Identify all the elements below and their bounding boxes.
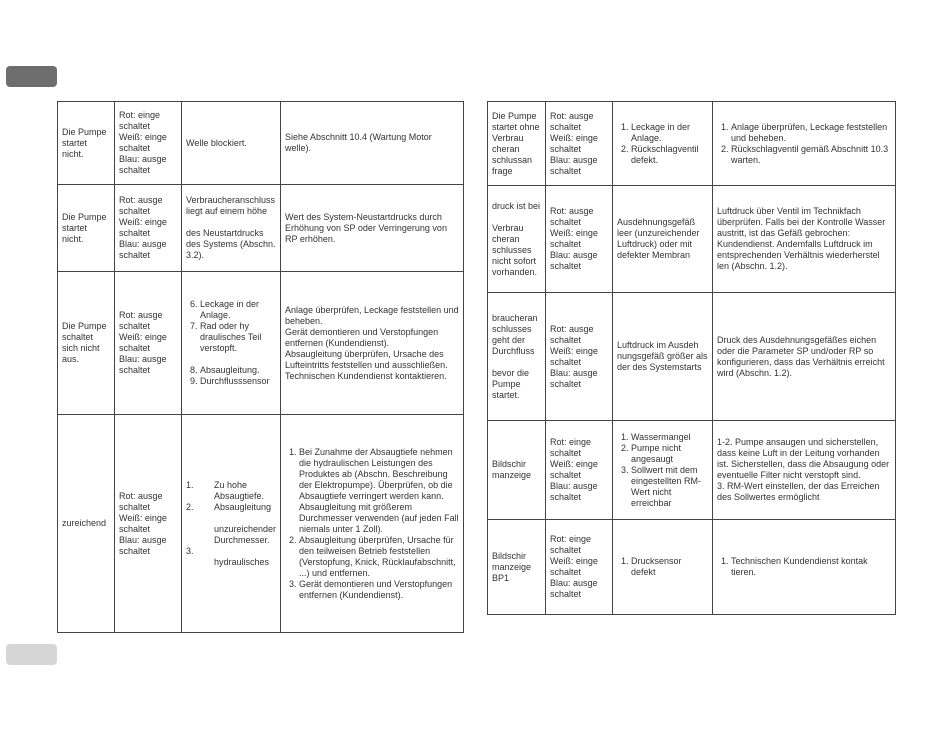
remedy-cell <box>713 421 896 520</box>
remedy-text: Technischen Kundendienst kontaktieren. <box>285 370 447 381</box>
led-line: schaltet <box>119 501 151 512</box>
problem-cell <box>58 102 115 185</box>
led-line: Rot: ausge <box>550 110 594 121</box>
problem-text: cheran <box>492 143 520 154</box>
cause-item: 7. Rad oder hy draulisches Teil verstopft. <box>200 321 276 354</box>
led-line: schaltet <box>119 523 151 534</box>
led-line: schaltet <box>119 228 151 238</box>
cause-cell <box>182 272 281 415</box>
remedy-item: 1. Bei Zunahme der Absaugtiefe nehmen die hydraulischen Leistungen des Produktes ab (Abschn. Beschreibung der Elektropumpe). Überprüfen, ob die Absaugtiefe verringert werden kann. Absaugleitung mit größerem Durchmesser verwenden (auf jeden Fall niemals unter 1 Zoll). <box>299 447 459 535</box>
remedy-list <box>285 447 459 601</box>
problem-text: cheran <box>492 233 520 244</box>
led-status-cell <box>546 520 613 615</box>
led-line: Weiß: einge <box>550 459 598 469</box>
led-line: schaltet <box>119 343 151 353</box>
led-status-cell <box>546 293 613 421</box>
cause-text: Absaugleitung <box>214 501 272 512</box>
led-line: Rot: ausge <box>550 323 594 334</box>
remedy-text: Luftdruck über Ventil im Technikfach überprüfen. Falls bei der Kontrolle Wasser austritt, ist das Gefäß gebrochen: Kundendienst. Andemfalls Luftdruck im entsprechenden Verhältnis wiederherstel len (Abschn. 1.2). <box>717 206 886 271</box>
table-row <box>488 520 896 615</box>
problem-text: Pumpe <box>492 378 521 389</box>
cause-item: 1. Wassermangel <box>631 432 708 443</box>
remedy-cell <box>713 520 896 615</box>
led-line: schaltet <box>119 250 151 260</box>
remedy-cell <box>281 185 464 272</box>
led-line: Weiß: einge <box>119 132 167 142</box>
cause-cell <box>613 520 713 615</box>
remedy-text: Siehe Abschnitt 10.4 (Wartung Motor welle). <box>285 132 432 153</box>
table-row <box>58 185 464 272</box>
problem-cell <box>488 421 546 520</box>
problem-cell <box>58 415 115 633</box>
problem-text: startet ohne <box>492 121 540 132</box>
problem-text: BP1 <box>492 572 510 583</box>
led-line: schaltet <box>550 165 582 176</box>
problem-text: frage <box>492 165 513 176</box>
led-line: Blau: ausge <box>550 250 598 260</box>
cause-text: des Neustartdrucks des Systems (Abschn. 3.2). <box>186 228 276 260</box>
led-line: Blau: ausge <box>119 154 167 164</box>
problem-cell <box>488 520 546 615</box>
cause-list <box>617 122 708 166</box>
led-line: Rot: ausge <box>119 490 163 501</box>
cause-spacer <box>186 217 276 228</box>
cause-item-number: 1. <box>186 479 194 490</box>
cause-item <box>186 480 276 502</box>
cause-cell <box>613 421 713 520</box>
cause-item: 8. Absaugleitung. <box>200 354 276 376</box>
led-line: Rot: ausge <box>119 195 163 205</box>
led-line: Rot: einge <box>550 534 592 544</box>
led-line: Weiß: einge <box>550 132 598 143</box>
cause-list <box>617 432 708 509</box>
led-status-cell <box>546 102 613 186</box>
table-row <box>488 186 896 293</box>
cause-cell <box>613 293 713 421</box>
problem-text: Verbrau <box>492 132 524 143</box>
led-line: Blau: ausge <box>550 481 598 491</box>
problem-text: Bildschir <box>492 550 527 561</box>
remedy-item: 1. Technischen Kundendienst kontak tieren. <box>731 556 891 578</box>
cause-item: 9. Durchflusssensor <box>200 376 276 387</box>
remedy-item: 1. Anlage überprüfen, Leckage feststellen und beheben. <box>731 122 891 144</box>
led-line: schaltet <box>119 321 151 331</box>
problem-text: Verbrau <box>492 222 524 233</box>
led-line: schaltet <box>550 589 582 599</box>
led-status-cell <box>115 102 182 185</box>
cause-item: 1. Leckage in der Anlage. <box>631 122 708 144</box>
remedy-item: 2. Absaugleitung überprüfen, Ursache für den teilweisen Betrieb feststellen (Verstopfung, Knick, Rücklaufabschnitt, ...) und entfernen. <box>299 535 459 579</box>
cause-cell <box>613 186 713 293</box>
remedy-text: 1-2. Pumpe ansaugen und sicherstellen, dass keine Luft in der Leitung vorhanden ist. Sicherstellen, dass die Absaugung oder eventuelle Filter nicht verstopft sind. <box>717 437 890 480</box>
table-row <box>488 293 896 421</box>
led-line: Blau: ausge <box>550 154 598 165</box>
led-line: schaltet <box>119 365 151 375</box>
led-line: schaltet <box>119 121 151 131</box>
problem-cell <box>488 293 546 421</box>
cause-cell <box>182 185 281 272</box>
problem-text: manzeige <box>492 561 532 572</box>
led-line: Weiß: einge <box>119 217 167 227</box>
led-status-cell <box>546 186 613 293</box>
led-line: schaltet <box>550 217 582 227</box>
cause-item <box>186 502 276 546</box>
led-line: schaltet <box>550 448 582 458</box>
cause-list <box>617 556 708 578</box>
led-line: schaltet <box>119 143 151 153</box>
cause-item-number: 2. <box>186 501 194 512</box>
led-line: schaltet <box>119 545 151 556</box>
remedy-list <box>717 556 891 578</box>
cause-item: 1. Drucksensor defekt <box>631 556 708 578</box>
problem-text: schlusses <box>492 323 532 334</box>
cause-spacer <box>214 513 276 524</box>
led-line: schaltet <box>550 143 582 154</box>
led-status-cell <box>546 421 613 520</box>
cause-item: 2. Pumpe nicht angesaugt <box>631 443 708 465</box>
led-line: schaltet <box>550 261 582 271</box>
led-line: schaltet <box>550 334 582 345</box>
cause-text: Absaugtiefe. <box>214 490 265 501</box>
led-line: Blau: ausge <box>119 354 167 364</box>
cause-item: 2. Rückschlagventil defekt. <box>631 144 708 166</box>
cause-text: unzureichender <box>214 523 277 534</box>
cause-text: Verbraucheranschluss liegt auf einem höhe <box>186 195 276 216</box>
problem-text: Die Pumpe <box>492 110 537 121</box>
problem-text: Bildschir <box>492 459 527 469</box>
led-line: schaltet <box>119 206 151 216</box>
remedy-text: Absaugleitung überprüfen, Ursache des Lufteintritts feststellen und ausschließen. <box>285 348 448 370</box>
cause-text: hydraulisches <box>214 556 270 567</box>
led-line: Weiß: einge <box>119 512 167 523</box>
led-status-cell <box>115 185 182 272</box>
led-line: Weiß: einge <box>119 332 167 342</box>
led-line: Blau: ausge <box>119 239 167 249</box>
problem-text: manzeige <box>492 470 532 480</box>
problem-text: druck ist bei <box>492 200 541 211</box>
led-line: Weiß: einge <box>550 228 598 238</box>
problem-cell <box>488 186 546 293</box>
remedy-text: Wert des System-Neustartdrucks durch Erhöhung von SP oder Verringerung von RP erhöhen. <box>285 211 447 244</box>
table-row <box>58 272 464 415</box>
cause-item <box>186 546 276 568</box>
problem-cell <box>58 185 115 272</box>
led-line: schaltet <box>550 567 582 577</box>
problem-text: bevor die <box>492 367 530 378</box>
remedy-item: 3. Gerät demontieren und Verstopfungen entfernen (Kundendienst). <box>299 579 459 601</box>
led-line: schaltet <box>119 165 151 175</box>
problem-text: Die Pumpe startet nicht. <box>62 126 107 159</box>
remedy-cell <box>281 102 464 185</box>
led-line: Blau: ausge <box>550 367 598 378</box>
problem-text: Die Pumpe startet nicht. <box>62 211 107 244</box>
remedy-cell <box>713 186 896 293</box>
led-line: schaltet <box>550 356 582 367</box>
remedy-cell <box>713 293 896 421</box>
remedy-text: Anlage überprüfen, Leckage feststellen und beheben. <box>285 304 459 326</box>
cause-list <box>186 299 276 387</box>
cause-cell <box>182 102 281 185</box>
cause-cell <box>182 415 281 633</box>
cause-item: 3. Sollwert mit dem eingestellten RM-Wert nicht erreichbar <box>631 465 708 509</box>
problem-text: geht der <box>492 334 526 345</box>
led-line: schaltet <box>550 121 582 132</box>
table-row <box>488 102 896 186</box>
remedy-list <box>717 122 891 166</box>
table-row <box>488 421 896 520</box>
problem-cell <box>488 102 546 186</box>
led-line: schaltet <box>550 470 582 480</box>
remedy-cell <box>281 415 464 633</box>
led-status-cell <box>115 272 182 415</box>
led-line: Weiß: einge <box>550 556 598 566</box>
remedy-text: Druck des Ausdehnungsgefäßes eichen oder die Parameter SP und/oder RP so konfigurieren, dass das Verhältnis erreicht wird (Abschn. 1.2). <box>717 334 885 378</box>
troubleshooting-table-right <box>487 101 896 615</box>
table-row <box>58 102 464 185</box>
led-line: Rot: einge <box>119 110 161 120</box>
problem-spacer <box>492 357 541 368</box>
led-line: schaltet <box>550 378 582 389</box>
remedy-text: Gerät demontieren und Verstopfungen entfernen (Kundendienst). <box>285 326 439 348</box>
problem-text: schlussan <box>492 154 533 165</box>
problem-text: zureichend <box>62 518 107 528</box>
problem-text: Die Pumpe schaltet sich nicht aus. <box>62 321 107 364</box>
table-row <box>58 415 464 633</box>
cause-item: 6. Leckage in der Anlage. <box>200 299 276 321</box>
page-tab-marker-light <box>6 644 57 665</box>
led-line: Weiß: einge <box>550 345 598 356</box>
led-line: schaltet <box>550 239 582 249</box>
problem-cell <box>58 272 115 415</box>
cause-spacer <box>214 546 269 557</box>
led-line: Rot: ausge <box>550 206 594 216</box>
problem-text: braucheran <box>492 312 538 323</box>
cause-item-number: 3. <box>186 545 194 556</box>
cause-text: Welle blockiert. <box>186 137 247 148</box>
problem-spacer <box>492 212 541 223</box>
cause-text: Zu hohe <box>214 479 248 490</box>
problem-text: nicht sofort <box>492 255 537 266</box>
problem-text: vorhanden. <box>492 266 538 277</box>
cause-text: Luftdruck im Ausdeh nungsgefäß größer als der des Systemstarts <box>617 340 708 372</box>
led-line: Rot: einge <box>550 437 592 447</box>
remedy-cell <box>281 272 464 415</box>
page-tab-marker <box>6 66 57 87</box>
troubleshooting-table-left <box>57 101 464 633</box>
led-line: Blau: ausge <box>550 578 598 588</box>
led-line: schaltet <box>550 492 582 502</box>
problem-text: schlusses <box>492 244 532 255</box>
led-line: schaltet <box>550 545 582 555</box>
cause-text: Durchmesser. <box>214 534 270 545</box>
led-status-cell <box>115 415 182 633</box>
led-line: Blau: ausge <box>119 534 167 545</box>
cause-text: Ausdehnungsgefäß leer (unzureichender Luftdruck) oder mit defekter Membran <box>617 217 700 260</box>
problem-text: Durchfluss <box>492 345 535 356</box>
remedy-text: 3. RM-Wert einstellen, der das Erreichen des Sollwertes ermöglicht <box>717 481 880 502</box>
remedy-cell <box>713 102 896 186</box>
cause-cell <box>613 102 713 186</box>
problem-text: startet. <box>492 389 520 400</box>
remedy-item: 2. Rückschlagventil gemäß Abschnitt 10.3 warten. <box>731 144 891 166</box>
led-line: Rot: ausge <box>119 310 163 320</box>
